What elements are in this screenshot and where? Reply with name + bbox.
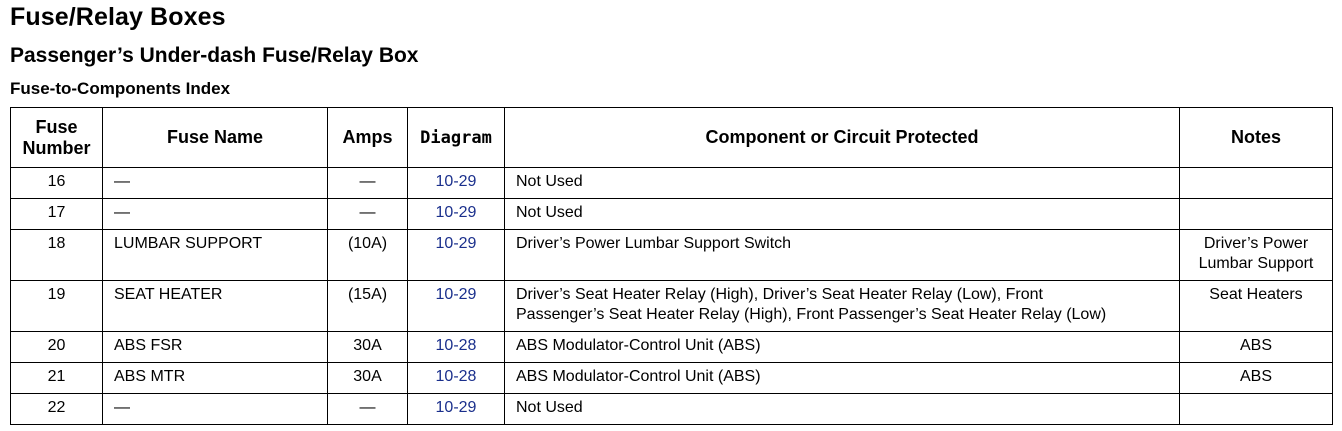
fuse-number-cell: 18 bbox=[11, 230, 103, 281]
component-line: Not Used bbox=[516, 173, 583, 190]
fuse-name-cell: ABS FSR bbox=[103, 332, 328, 363]
notes-cell bbox=[1180, 168, 1333, 199]
notes-line: Seat Heaters bbox=[1209, 286, 1303, 303]
component-cell bbox=[505, 230, 1180, 281]
header-fuse-name: Fuse Name bbox=[103, 108, 328, 168]
component-line: ABS Modulator-Control Unit (ABS) bbox=[516, 337, 761, 354]
header-fuse-number-line1: Fuse bbox=[35, 116, 78, 137]
notes-line: ABS bbox=[1239, 368, 1272, 385]
table-row bbox=[11, 332, 1333, 363]
amps-cell: 30A bbox=[328, 332, 408, 363]
table-caption: Fuse-to-Components Index bbox=[10, 79, 231, 98]
notes-cell bbox=[1180, 199, 1333, 230]
amps-cell: (10A) bbox=[328, 230, 408, 281]
fuse-number-cell: 20 bbox=[11, 332, 103, 363]
diagram-link[interactable]: 10-29 bbox=[408, 394, 505, 425]
amps-cell: — bbox=[328, 199, 408, 230]
notes-cell bbox=[1180, 281, 1333, 332]
table-row bbox=[11, 230, 1333, 281]
fuse-number-cell: 17 bbox=[11, 199, 103, 230]
fuse-name-cell: — bbox=[103, 168, 328, 199]
fuse-number-cell: 16 bbox=[11, 168, 103, 199]
notes-line: Lumbar Support bbox=[1198, 255, 1314, 272]
diagram-link[interactable]: 10-29 bbox=[408, 168, 505, 199]
component-cell bbox=[505, 199, 1180, 230]
fuse-name-cell: SEAT HEATER bbox=[103, 281, 328, 332]
header-fuse-number-line2: Number bbox=[22, 137, 91, 158]
page-title: Fuse/Relay Boxes bbox=[10, 3, 226, 31]
header-component: Component or Circuit Protected bbox=[505, 108, 1180, 168]
amps-cell: 30A bbox=[328, 363, 408, 394]
amps-cell: (15A) bbox=[328, 281, 408, 332]
fuse-name-cell: LUMBAR SUPPORT bbox=[103, 230, 328, 281]
header-notes: Notes bbox=[1180, 108, 1333, 168]
table-row bbox=[11, 281, 1333, 332]
component-line: Not Used bbox=[516, 204, 583, 221]
header-diagram: Diagram bbox=[408, 108, 505, 168]
amps-cell: — bbox=[328, 394, 408, 425]
diagram-link[interactable]: 10-29 bbox=[408, 199, 505, 230]
component-cell bbox=[505, 332, 1180, 363]
notes-cell bbox=[1180, 394, 1333, 425]
component-cell bbox=[505, 281, 1180, 332]
header-fuse-number bbox=[11, 108, 103, 168]
amps-cell: — bbox=[328, 168, 408, 199]
fuse-name-cell: ABS MTR bbox=[103, 363, 328, 394]
component-line: ABS Modulator-Control Unit (ABS) bbox=[516, 368, 761, 385]
table-header-row bbox=[11, 108, 1333, 168]
diagram-link[interactable]: 10-29 bbox=[408, 281, 505, 332]
component-line: Driver’s Power Lumbar Support Switch bbox=[516, 235, 792, 252]
table-row bbox=[11, 363, 1333, 394]
table-row bbox=[11, 199, 1333, 230]
notes-cell bbox=[1180, 230, 1333, 281]
component-cell bbox=[505, 394, 1180, 425]
diagram-link[interactable]: 10-29 bbox=[408, 230, 505, 281]
component-cell bbox=[505, 363, 1180, 394]
component-line: Passenger’s Seat Heater Relay (High), Front Passenger’s Seat Heater Relay (Low) bbox=[516, 306, 1107, 323]
table-row bbox=[11, 168, 1333, 199]
notes-line: Driver’s Power bbox=[1203, 235, 1309, 252]
table-row bbox=[11, 394, 1333, 425]
fuse-components-table bbox=[10, 107, 1333, 425]
fuse-number-cell: 21 bbox=[11, 363, 103, 394]
diagram-link[interactable]: 10-28 bbox=[408, 363, 505, 394]
header-amps: Amps bbox=[328, 108, 408, 168]
component-cell bbox=[505, 168, 1180, 199]
component-line: Not Used bbox=[516, 399, 583, 416]
notes-line: ABS bbox=[1239, 337, 1272, 354]
component-line: Driver’s Seat Heater Relay (High), Driver’s Seat Heater Relay (Low), Front bbox=[516, 286, 1043, 303]
fuse-number-cell: 22 bbox=[11, 394, 103, 425]
section-title: Passenger’s Under-dash Fuse/Relay Box bbox=[10, 44, 419, 67]
fuse-name-cell: — bbox=[103, 199, 328, 230]
notes-cell bbox=[1180, 332, 1333, 363]
notes-cell bbox=[1180, 363, 1333, 394]
diagram-link[interactable]: 10-28 bbox=[408, 332, 505, 363]
fuse-name-cell: — bbox=[103, 394, 328, 425]
fuse-number-cell: 19 bbox=[11, 281, 103, 332]
